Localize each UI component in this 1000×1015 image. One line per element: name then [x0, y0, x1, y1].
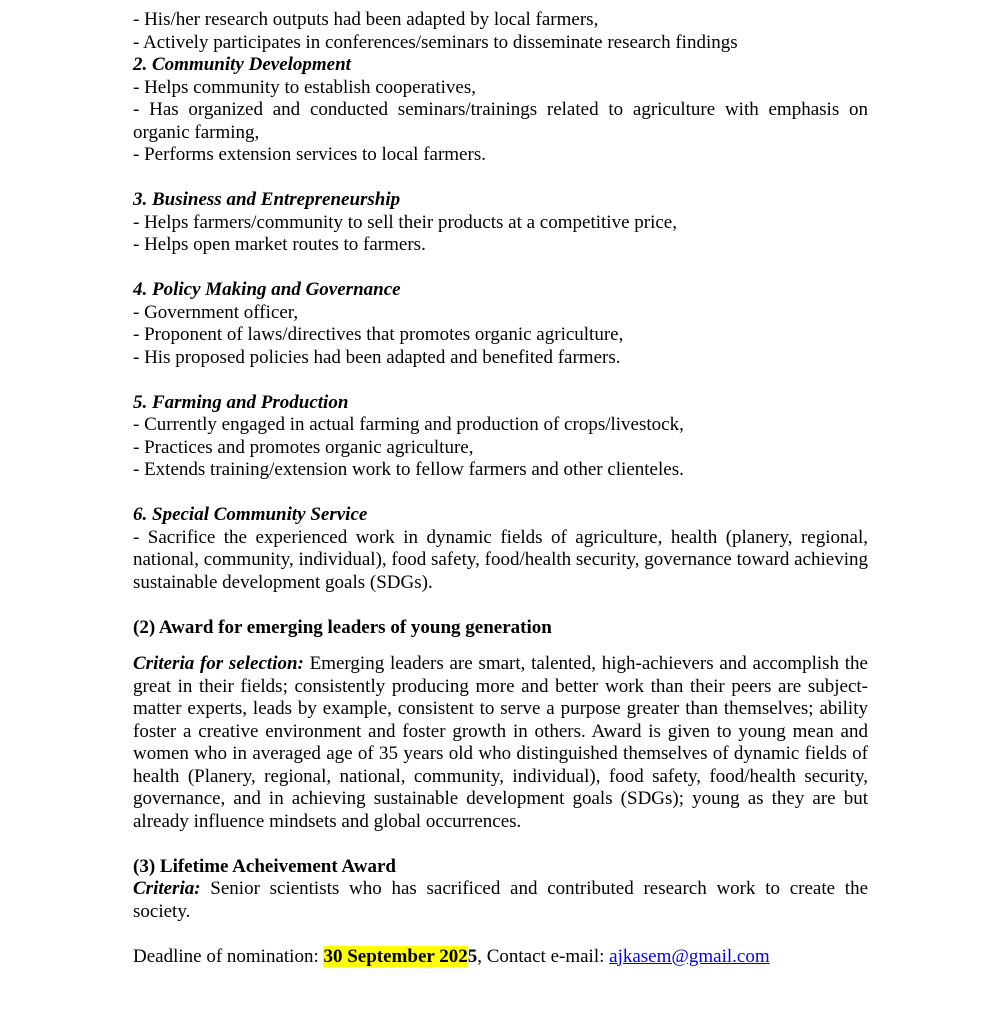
award-heading: (2) Award for emerging leaders of young generation: [133, 616, 552, 638]
document-page: [133, 9, 868, 968]
list-item: - Sacrifice the experienced work in dynamic fields of agriculture, health (planery, regional, national, community, individual), food safety, food/health security, governance toward achieving sustainable development goals (SDGs).: [133, 526, 868, 593]
policy-section: [133, 279, 868, 369]
section-heading: 3. Business and Entrepreneurship: [133, 189, 401, 210]
criteria-label: Criteria for selection:: [133, 653, 304, 674]
list-item: - Proponent of laws/directives that promotes organic agriculture,: [133, 324, 624, 345]
special-section: [133, 504, 868, 594]
section-heading: 5. Farming and Production: [133, 391, 349, 413]
deadline-date-highlight: 30 September 202: [323, 945, 468, 967]
section-heading: 6. Special Community Service: [133, 504, 368, 525]
criteria-text: Senior scientists who has sacrificed and contributed research work to create the society.: [133, 878, 868, 922]
criteria-label: Criteria:: [133, 878, 201, 899]
list-item: - Has organized and conducted seminars/trainings related to agriculture with emphasis on organic farming,: [133, 99, 868, 143]
contact-label: , Contact e-mail:: [477, 945, 610, 967]
list-item: - Actively participates in conferences/seminars to disseminate research findings: [133, 31, 738, 53]
contact-email-link[interactable]: ajkasem@gmail.com: [609, 945, 770, 967]
award-criteria: [133, 878, 868, 923]
award-emerging-leaders: [133, 617, 868, 834]
research-list: [133, 9, 868, 54]
section-heading: 4. Policy Making and Governance: [133, 279, 401, 300]
list-item: - Helps farmers/community to sell their products at a competitive price,: [133, 211, 677, 233]
award-criteria: [133, 653, 868, 833]
deadline-line: [133, 946, 868, 969]
community-section: [133, 54, 868, 167]
list-item: - His/her research outputs had been adapted by local farmers,: [133, 9, 599, 30]
deadline-label: Deadline of nomination:: [133, 945, 324, 967]
list-item: - Government officer,: [133, 301, 299, 323]
list-item: - Helps open market routes to farmers.: [133, 234, 426, 255]
list-item: - Extends training/extension work to fellow farmers and other clienteles.: [133, 459, 684, 480]
farming-section: [133, 392, 868, 482]
business-section: [133, 189, 868, 257]
list-item: - His proposed policies had been adapted and benefited farmers.: [133, 346, 621, 368]
list-item: - Practices and promotes organic agriculture,: [133, 436, 474, 458]
list-item: - Currently engaged in actual farming and production of crops/livestock,: [133, 414, 684, 435]
award-heading: (3) Lifetime Acheivement Award: [133, 855, 396, 877]
criteria-text: Emerging leaders are smart, talented, high-achievers and accomplish the great in their fields; consistently producing more and better work than their peers are subject- matter experts, leads by example, consistent to serve a purpose greater than themselves; ability foster a creative environment and foster growth in others. Award is given to young mean and women who in averaged age of 35 years old who distinguished themselves of dynamic fields of health (Planery, regional, national, community, individual), food safety, food/health security, governance, and in achieving sustainable development goals (SDGs); young as they are but already influence mindsets and global occurrences.: [133, 653, 868, 832]
award-lifetime: [133, 856, 868, 924]
list-item: - Performs extension services to local farmers.: [133, 144, 486, 165]
deadline-date-tail: 5: [467, 945, 478, 967]
list-item: - Helps community to establish cooperatives,: [133, 76, 476, 98]
section-heading: 2. Community Development: [133, 54, 351, 75]
